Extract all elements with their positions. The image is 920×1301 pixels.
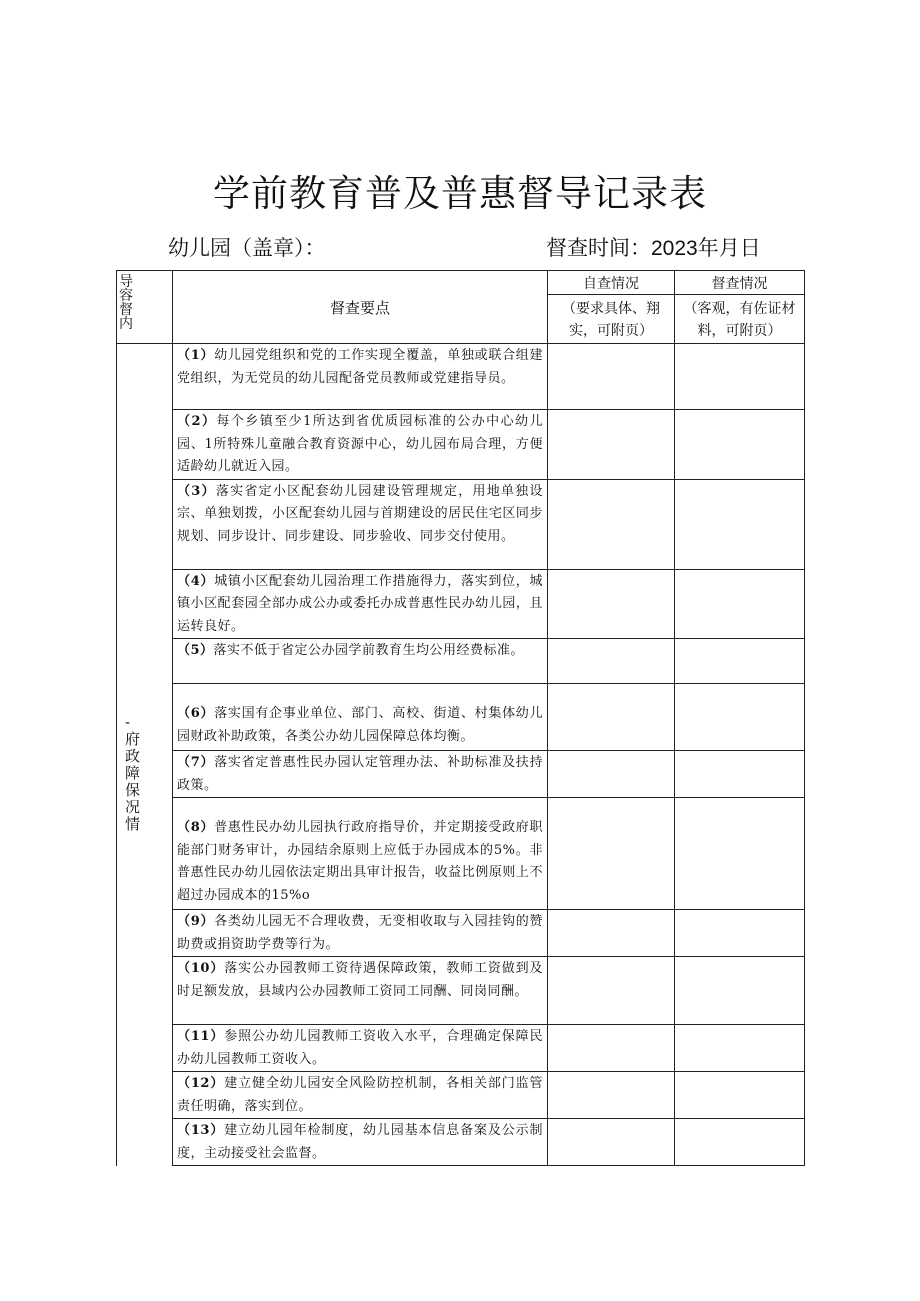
self-check-cell[interactable] bbox=[548, 751, 675, 798]
inspection-cell[interactable] bbox=[675, 344, 805, 410]
item-6: （6）落实国有企事业单位、部门、高校、街道、村集体幼儿园财政补助政策，各类公办幼儿园保障总体均衡。 bbox=[173, 684, 548, 751]
kindergarten-seal-label: 幼儿园（盖章）： bbox=[168, 236, 326, 260]
item-4: （4）城镇小区配套幼儿园治理工作措施得力，落实到位，城镇小区配套园全部办成公办或委托办成普惠性民办幼儿园，且运转良好。 bbox=[173, 569, 548, 639]
inspection-cell[interactable] bbox=[675, 569, 805, 639]
inspection-cell[interactable] bbox=[675, 684, 805, 751]
self-check-cell[interactable] bbox=[548, 910, 675, 957]
inspection-cell[interactable] bbox=[675, 1119, 805, 1166]
self-check-note: （要求具体、翔实，可附页） bbox=[548, 295, 675, 344]
self-check-cell[interactable] bbox=[548, 410, 675, 480]
inspection-time bbox=[546, 232, 761, 262]
inspection-cell[interactable] bbox=[675, 957, 805, 1025]
inspection-note: （客观，有佐证材料，可附页） bbox=[675, 295, 805, 344]
inspection-cell[interactable] bbox=[675, 479, 805, 569]
item-2: （2）每个乡镇至少1所达到省优质园标准的公办中心幼儿园、1所特殊儿童融合教育资源中心，幼儿园布局合理，方便适龄幼儿就近入园。 bbox=[173, 410, 548, 480]
self-check-cell[interactable] bbox=[548, 1072, 675, 1119]
self-check-cell[interactable] bbox=[548, 957, 675, 1025]
item-7: （7）落实省定普惠性民办园认定管理办法、补助标准及扶持政策。 bbox=[173, 751, 548, 798]
inspection-cell[interactable] bbox=[675, 1072, 805, 1119]
self-check-cell[interactable] bbox=[548, 569, 675, 639]
inspection-cell[interactable] bbox=[675, 410, 805, 480]
inspection-cell[interactable] bbox=[675, 1025, 805, 1072]
inspection-time-label: 督查时间： bbox=[546, 236, 651, 260]
self-check-cell[interactable] bbox=[548, 1119, 675, 1166]
inspection-record-table bbox=[116, 270, 805, 1166]
inspection-cell[interactable] bbox=[675, 798, 805, 910]
item-12: （12）建立健全幼儿园安全风险防控机制，各相关部门监管责任明确，落实到位。 bbox=[173, 1072, 548, 1119]
inspection-cell[interactable] bbox=[675, 910, 805, 957]
item-5: （5）落实不低于省定公办园学前教育生均公用经费标准。 bbox=[173, 639, 548, 684]
item-3: （3）落实省定小区配套幼儿园建设管理规定，用地单独设宗、单独划拨，小区配套幼儿园与首期建设的居民住宅区同步规划、同步设计、同步建设、同步验收、同步交付使用。 bbox=[173, 479, 548, 569]
self-check-cell[interactable] bbox=[548, 344, 675, 410]
inspection-year: 2023 bbox=[651, 237, 698, 260]
category-header: 导 容 督 内 bbox=[117, 271, 173, 344]
inspection-cell[interactable] bbox=[675, 639, 805, 684]
item-13: （13）建立幼儿园年检制度，幼儿园基本信息备案及公示制度，主动接受社会监督。 bbox=[173, 1119, 548, 1166]
inspection-date-suffix: 年月日 bbox=[697, 236, 761, 260]
self-check-header: 自查情况 bbox=[548, 271, 675, 295]
self-check-cell[interactable] bbox=[548, 684, 675, 751]
inspection-cell[interactable] bbox=[675, 751, 805, 798]
item-9: （9）各类幼儿园无不合理收费，无变相收取与入园挂钩的赞助费或捐资助学费等行为。 bbox=[173, 910, 548, 957]
self-check-cell[interactable] bbox=[548, 1025, 675, 1072]
item-8: （8）普惠性民办幼儿园执行政府指导价，并定期接受政府职能部门财务审计，办园结余原则上应低于办园成本的5%。非普惠性民办幼儿园依法定期出具审计报告，收益比例原则上不超过办园成本的15%o bbox=[173, 798, 548, 910]
self-check-cell[interactable] bbox=[548, 479, 675, 569]
key-points-header: 督查要点 bbox=[173, 271, 548, 344]
inspection-header: 督查情况 bbox=[675, 271, 805, 295]
category-label: - 府 政 障 保 况 情 bbox=[125, 714, 141, 833]
category-cell bbox=[117, 344, 173, 1166]
item-1: （1）幼儿园党组织和党的工作实现全覆盖，单独或联合组建党组织，为无党员的幼儿园配备党员教师或党建指导员。 bbox=[173, 344, 548, 410]
self-check-cell[interactable] bbox=[548, 639, 675, 684]
self-check-cell[interactable] bbox=[548, 798, 675, 910]
page-title: 学前教育普及普惠督导记录表 bbox=[213, 172, 707, 215]
item-10: （10）落实公办园教师工资待遇保障政策，教师工资做到及时足额发放，县域内公办园教师工资同工同酬、同岗同酬。 bbox=[173, 957, 548, 1025]
item-11: （11）参照公办幼儿园教师工资收入水平，合理确定保障民办幼儿园教师工资收入。 bbox=[173, 1025, 548, 1072]
